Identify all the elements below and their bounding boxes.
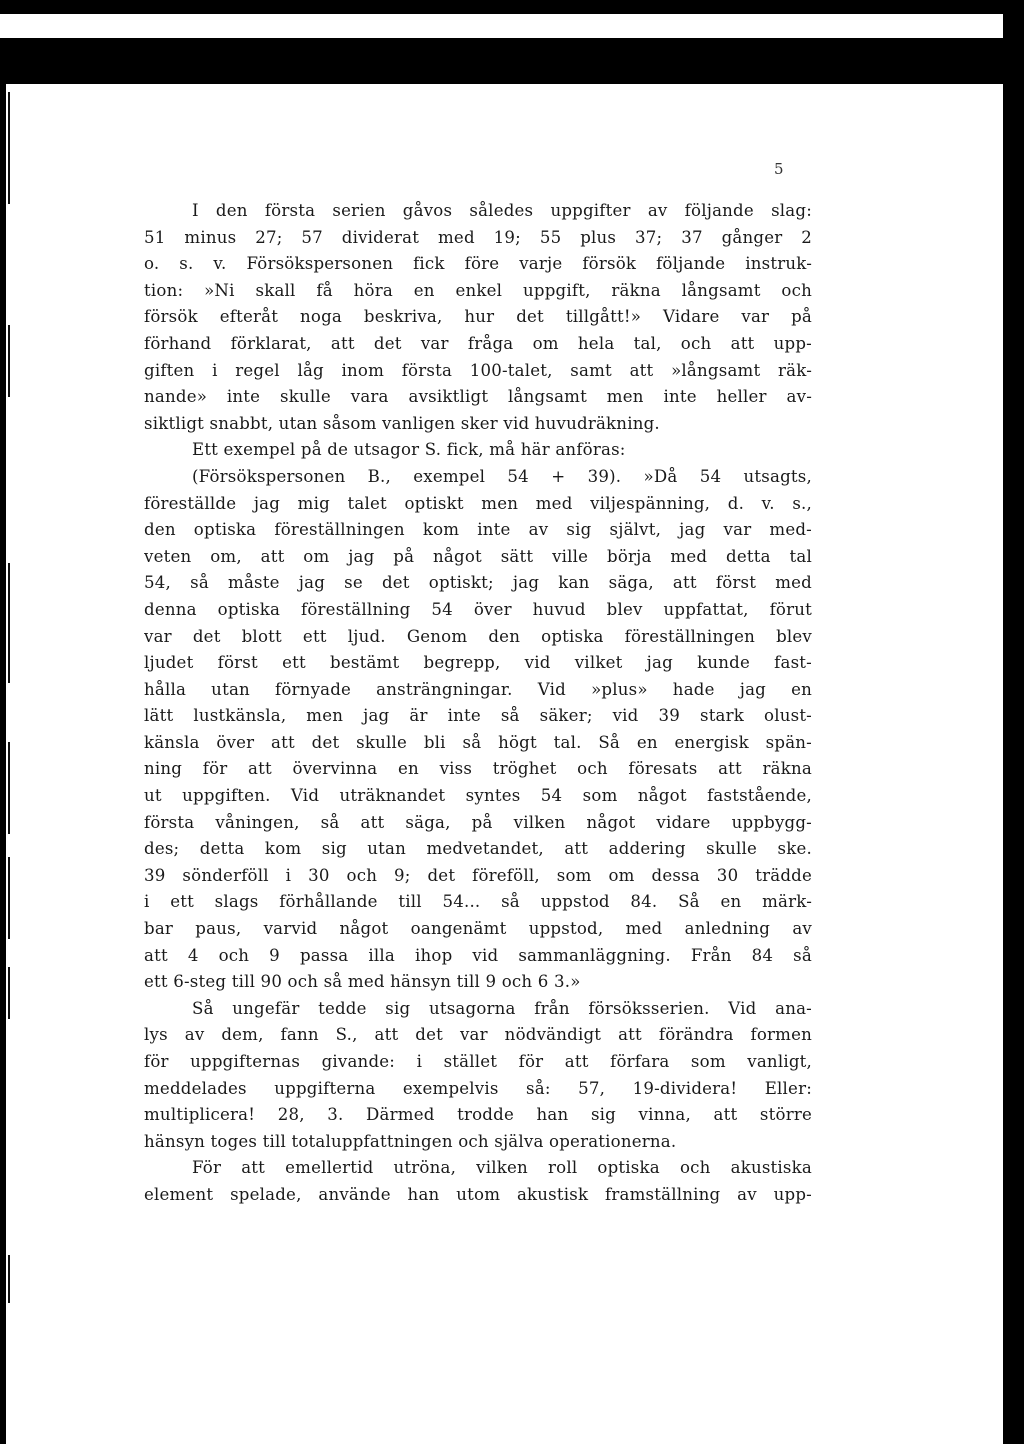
text-line: känsla över att det skulle bli så högt tal. Så en energisk spän- (144, 732, 812, 752)
text-line: ut uppgiften. Vid uträknandet syntes 54 som något faststående, (144, 786, 812, 806)
text-line: meddelades uppgifterna exempelvis så: 57, 19-dividera! Eller: (144, 1078, 812, 1098)
text-line: (Försökspersonen B., exempel 54 + 39). »Då 54 utsagts, (192, 466, 812, 486)
text-line: ett 6-steg till 90 och så med hänsyn till 9 och 6 3.» (144, 972, 581, 992)
scan-header-shadow (0, 38, 1003, 84)
page-number: 5 (774, 160, 784, 178)
text-line: föreställde jag mig talet optiskt men med viljespänning, d. v. s., (144, 493, 812, 513)
text-line: första våningen, så att säga, på vilken något vidare uppbygg- (144, 812, 812, 832)
scan-header-band (0, 14, 1003, 38)
body-text (144, 198, 812, 1209)
text-line: des; detta kom sig utan medvetandet, att addering skulle ske. (144, 839, 812, 859)
text-line: giften i regel låg inom första 100-talet, samt att »långsamt räk- (144, 360, 812, 380)
text-line: Ett exempel på de utsagor S. fick, må här anföras: (192, 440, 626, 460)
text-line: För att emellertid utröna, vilken roll optiska och akustiska (192, 1158, 812, 1178)
scan-edge-line (8, 742, 10, 834)
scan-edge-line (8, 857, 10, 939)
text-line: ljudet först ett bestämt begrepp, vid vilket jag kunde fast- (144, 653, 812, 673)
text-line: för uppgifternas givande: i stället för att förfara som vanligt, (144, 1052, 812, 1071)
text-line: Så ungefär tedde sig utsagorna från försöksserien. Vid ana- (192, 998, 812, 1018)
scan-right-margin (1003, 0, 1024, 1444)
text-line: var det blott ett ljud. Genom den optiska föreställningen blev (144, 626, 812, 646)
text-line: o. s. v. Försökspersonen fick före varje försök följande instruk- (144, 254, 812, 274)
scan-edge-line (8, 563, 10, 683)
text-line: nande» inte skulle vara avsiktligt långsamt men inte heller av- (144, 387, 812, 407)
scan-top-strip (0, 0, 1003, 14)
text-line: i ett slags förhållande till 54... så uppstod 84. Så en märk- (144, 892, 812, 912)
scan-edge-line (8, 92, 10, 204)
text-line: tion: »Ni skall få höra en enkel uppgift, räkna långsamt och (144, 280, 812, 300)
text-line: förhand förklarat, att det var fråga om hela tal, och att upp- (144, 333, 812, 353)
text-line: hänsyn toges till totaluppfattningen och själva operationerna. (144, 1131, 677, 1151)
scan-edge-line (8, 967, 10, 1019)
text-line: 54, så måste jag se det optiskt; jag kan säga, att först med (144, 573, 812, 593)
text-line: lys av dem, fann S., att det var nödvändigt att förändra formen (144, 1025, 812, 1045)
text-line: denna optiska föreställning 54 över huvud blev uppfattat, förut (144, 599, 812, 619)
text-line: att 4 och 9 passa illa ihop vid sammanläggning. Från 84 så (144, 945, 812, 965)
text-line: den optiska föreställningen kom inte av sig självt, jag var med- (144, 520, 812, 540)
scan-left-bar (0, 84, 6, 1444)
text-line: element spelade, använde han utom akustisk framställning av upp- (144, 1184, 812, 1204)
text-line: multiplicera! 28, 3. Därmed trodde han sig vinna, att större (144, 1105, 812, 1125)
text-line: 39 sönderföll i 30 och 9; det föreföll, som om dessa 30 trädde (144, 865, 812, 885)
text-line: 51 minus 27; 57 dividerat med 19; 55 plus 37; 37 gånger 2 (144, 227, 812, 247)
text-line: hålla utan förnyade ansträngningar. Vid »plus» hade jag en (144, 679, 812, 699)
text-line: bar paus, varvid något oangenämt uppstod, med anledning av (144, 919, 812, 939)
text-line: veten om, att om jag på något sätt ville börja med detta tal (144, 546, 812, 566)
text-line: siktligt snabbt, utan såsom vanligen sker vid huvudräkning. (144, 413, 660, 433)
text-line: lätt lustkänsla, men jag är inte så säker; vid 39 stark olust- (144, 706, 812, 726)
scan-edge-line (8, 325, 10, 397)
text-line: I den första serien gåvos således uppgifter av följande slag: (192, 201, 812, 220)
text-line: försök efteråt noga beskriva, hur det tillgått!» Vidare var på (144, 307, 812, 327)
text-line: ning för att övervinna en viss tröghet och föresats att räkna (144, 759, 812, 779)
scan-edge-line (8, 1255, 10, 1303)
